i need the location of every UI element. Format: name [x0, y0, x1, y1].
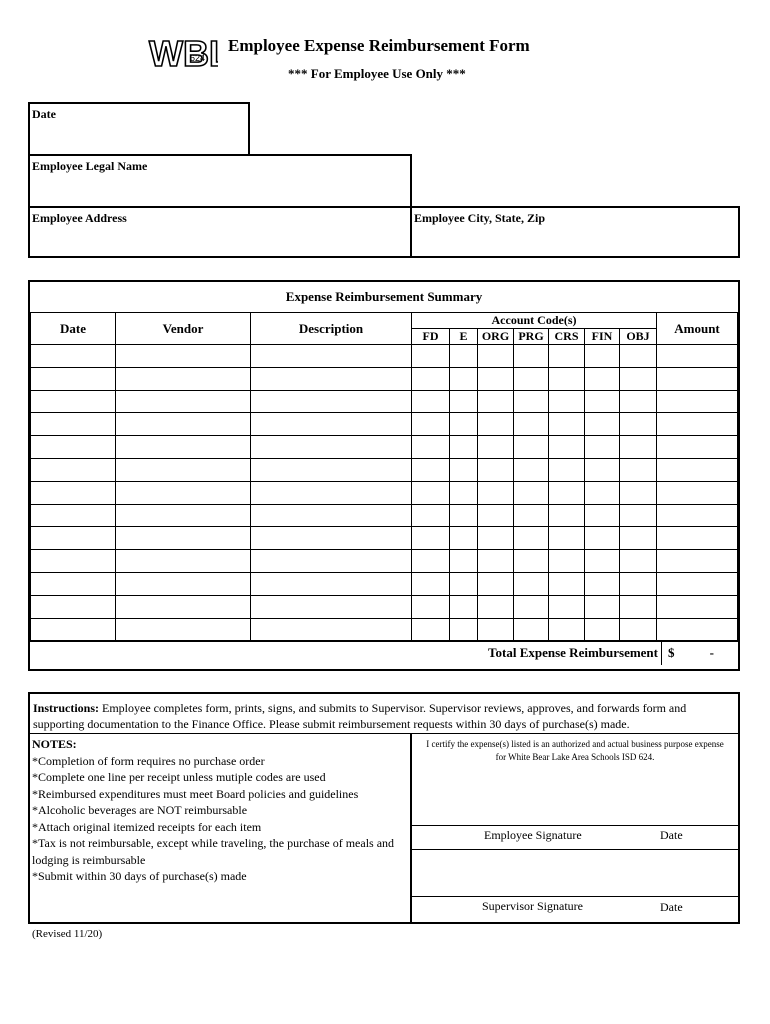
- employee-city-field[interactable]: [410, 206, 740, 258]
- expense-row: [31, 390, 738, 413]
- e-cell[interactable]: [450, 618, 478, 641]
- note-item: *Completion of form requires no purchase order: [32, 753, 265, 768]
- col-date: Date: [31, 313, 116, 345]
- obj-cell[interactable]: [620, 618, 657, 641]
- code-col-fd: FD: [412, 329, 450, 345]
- amount-cell[interactable]: [657, 367, 738, 390]
- crs-cell[interactable]: [549, 572, 585, 595]
- prg-cell[interactable]: [514, 618, 549, 641]
- obj-cell[interactable]: [620, 595, 657, 618]
- fin-cell[interactable]: [585, 481, 620, 504]
- expense-row: [31, 436, 738, 459]
- district-logo: [148, 30, 218, 78]
- vendor-cell[interactable]: [116, 390, 251, 413]
- vendor-cell[interactable]: [116, 458, 251, 481]
- description-cell[interactable]: [251, 390, 412, 413]
- org-cell[interactable]: [478, 458, 514, 481]
- e-cell[interactable]: [450, 458, 478, 481]
- e-cell[interactable]: [450, 595, 478, 618]
- org-cell[interactable]: [478, 481, 514, 504]
- employee-signature-date-label: Date: [660, 828, 683, 842]
- obj-cell[interactable]: [620, 527, 657, 550]
- e-cell[interactable]: [450, 504, 478, 527]
- revision-note: (Revised 11/20): [32, 928, 103, 940]
- fd-cell[interactable]: [412, 550, 450, 573]
- supervisor-signature-label: Supervisor Signature: [482, 899, 583, 913]
- description-cell[interactable]: [251, 595, 412, 618]
- e-cell[interactable]: [450, 367, 478, 390]
- employee-name-label: Employee Legal Name: [32, 159, 148, 173]
- date-cell[interactable]: [31, 550, 116, 573]
- expense-summary: [28, 280, 740, 671]
- description-cell[interactable]: [251, 458, 412, 481]
- org-cell[interactable]: [478, 345, 514, 368]
- code-col-crs: CRS: [549, 329, 585, 345]
- total-label: Total Expense Reimbursement: [30, 642, 662, 665]
- fin-cell[interactable]: [585, 345, 620, 368]
- fin-cell[interactable]: [585, 527, 620, 550]
- org-cell[interactable]: [478, 527, 514, 550]
- amount-cell[interactable]: [657, 458, 738, 481]
- amount-cell[interactable]: [657, 345, 738, 368]
- fd-cell[interactable]: [412, 413, 450, 436]
- prg-cell[interactable]: [514, 436, 549, 459]
- fd-cell[interactable]: [412, 458, 450, 481]
- date-cell[interactable]: [31, 367, 116, 390]
- e-cell[interactable]: [450, 481, 478, 504]
- code-col-fin: FIN: [585, 329, 620, 345]
- org-cell[interactable]: [478, 436, 514, 459]
- fin-cell[interactable]: [585, 572, 620, 595]
- org-cell[interactable]: [478, 367, 514, 390]
- summary-title: Expense Reimbursement Summary: [285, 289, 483, 304]
- prg-cell[interactable]: [514, 550, 549, 573]
- note-item: *Attach original itemized receipts for each item: [32, 819, 262, 834]
- prg-cell[interactable]: [514, 572, 549, 595]
- vendor-cell[interactable]: [116, 436, 251, 459]
- e-cell[interactable]: [450, 436, 478, 459]
- date-cell[interactable]: [31, 504, 116, 527]
- col-vendor: Vendor: [116, 313, 251, 345]
- instructions-lead: Instructions:: [33, 701, 100, 715]
- fin-cell[interactable]: [585, 390, 620, 413]
- expense-row: [31, 458, 738, 481]
- code-col-obj: OBJ: [620, 329, 657, 345]
- fd-cell[interactable]: [412, 618, 450, 641]
- supervisor-signature-field[interactable]: [412, 849, 738, 897]
- e-cell[interactable]: [450, 390, 478, 413]
- crs-cell[interactable]: [549, 345, 585, 368]
- expense-row: [31, 413, 738, 436]
- amount-cell[interactable]: [657, 390, 738, 413]
- note-item: *Submit within 30 days of purchase(s) made: [32, 869, 247, 883]
- fd-cell[interactable]: [412, 436, 450, 459]
- amount-cell[interactable]: [657, 550, 738, 573]
- expense-row: [31, 618, 738, 641]
- prg-cell[interactable]: [514, 345, 549, 368]
- amount-cell[interactable]: [657, 595, 738, 618]
- description-cell[interactable]: [251, 367, 412, 390]
- obj-cell[interactable]: [620, 413, 657, 436]
- employee-name-field[interactable]: [28, 154, 412, 208]
- description-cell[interactable]: [251, 618, 412, 641]
- logo-number: 624: [190, 53, 206, 63]
- amount-cell[interactable]: [657, 481, 738, 504]
- fin-cell[interactable]: [585, 436, 620, 459]
- date-cell[interactable]: [31, 390, 116, 413]
- crs-cell[interactable]: [549, 458, 585, 481]
- supervisor-signature-line[interactable]: [412, 897, 738, 921]
- description-cell[interactable]: [251, 550, 412, 573]
- expense-row: [31, 481, 738, 504]
- org-cell[interactable]: [478, 550, 514, 573]
- fd-cell[interactable]: [412, 527, 450, 550]
- col-account-codes: Account Code(s): [412, 313, 657, 329]
- fin-cell[interactable]: [585, 367, 620, 390]
- fin-cell[interactable]: [585, 618, 620, 641]
- obj-cell[interactable]: [620, 345, 657, 368]
- code-col-org: ORG: [478, 329, 514, 345]
- fin-cell[interactable]: [585, 458, 620, 481]
- obj-cell[interactable]: [620, 390, 657, 413]
- prg-cell[interactable]: [514, 595, 549, 618]
- expense-row: [31, 345, 738, 368]
- total-currency: $: [668, 645, 675, 661]
- vendor-cell[interactable]: [116, 550, 251, 573]
- code-col-prg: PRG: [514, 329, 549, 345]
- logo-letters: WB: [149, 33, 209, 74]
- prg-cell[interactable]: [514, 458, 549, 481]
- description-cell[interactable]: [251, 345, 412, 368]
- total-row: [30, 641, 738, 665]
- col-description: Description: [251, 313, 412, 345]
- amount-cell[interactable]: [657, 618, 738, 641]
- amount-cell[interactable]: [657, 572, 738, 595]
- prg-cell[interactable]: [514, 481, 549, 504]
- org-cell[interactable]: [478, 390, 514, 413]
- description-cell[interactable]: [251, 413, 412, 436]
- fd-cell[interactable]: [412, 504, 450, 527]
- description-cell[interactable]: [251, 572, 412, 595]
- description-cell[interactable]: [251, 527, 412, 550]
- description-cell[interactable]: [251, 481, 412, 504]
- fin-cell[interactable]: [585, 595, 620, 618]
- amount-cell[interactable]: [657, 436, 738, 459]
- fd-cell[interactable]: [412, 390, 450, 413]
- expense-row: [31, 527, 738, 550]
- vendor-cell[interactable]: [116, 413, 251, 436]
- vendor-cell[interactable]: [116, 595, 251, 618]
- note-item: *Reimbursed expenditures must meet Board policies and guidelines: [32, 786, 359, 801]
- expense-row: [31, 572, 738, 595]
- vendor-cell[interactable]: [116, 345, 251, 368]
- form-title: Employee Expense Reimbursement Form: [228, 36, 530, 55]
- vendor-cell[interactable]: [116, 618, 251, 641]
- fd-cell[interactable]: [412, 595, 450, 618]
- fd-cell[interactable]: [412, 481, 450, 504]
- notes: [30, 733, 410, 922]
- crs-cell[interactable]: [549, 481, 585, 504]
- amount-cell[interactable]: [657, 504, 738, 527]
- prg-cell[interactable]: [514, 390, 549, 413]
- vendor-cell[interactable]: [116, 572, 251, 595]
- instructions-text: Employee completes form, prints, signs, and submits to Supervisor. Supervisor reviews, approves, and forwards form and supporting documentation to the Finance Office. Please submit reimbursement requests within 30 days of purchase(s) made.: [33, 701, 687, 731]
- supervisor-signature-date-label: Date: [660, 900, 683, 914]
- date-cell[interactable]: [31, 618, 116, 641]
- expense-row: [31, 367, 738, 390]
- e-cell[interactable]: [450, 550, 478, 573]
- description-cell[interactable]: [251, 436, 412, 459]
- fd-cell[interactable]: [412, 572, 450, 595]
- prg-cell[interactable]: [514, 527, 549, 550]
- e-cell[interactable]: [450, 527, 478, 550]
- date-label: Date: [32, 107, 56, 121]
- date-cell[interactable]: [31, 481, 116, 504]
- crs-cell[interactable]: [549, 618, 585, 641]
- note-item: *Tax is not reimbursable, except while traveling, the purchase of meals and lodging is reimbursable: [32, 836, 395, 867]
- expense-row: [31, 550, 738, 573]
- certification: [410, 733, 738, 922]
- date-cell[interactable]: [31, 436, 116, 459]
- date-cell[interactable]: [31, 572, 116, 595]
- note-item: *Alcoholic beverages are NOT reimbursable: [32, 803, 248, 817]
- prg-cell[interactable]: [514, 504, 549, 527]
- org-cell[interactable]: [478, 618, 514, 641]
- obj-cell[interactable]: [620, 504, 657, 527]
- crs-cell[interactable]: [549, 527, 585, 550]
- org-cell[interactable]: [478, 413, 514, 436]
- date-field[interactable]: [28, 102, 250, 156]
- crs-cell[interactable]: [549, 390, 585, 413]
- obj-cell[interactable]: [620, 436, 657, 459]
- org-cell[interactable]: [478, 572, 514, 595]
- date-cell[interactable]: [31, 595, 116, 618]
- fin-cell[interactable]: [585, 413, 620, 436]
- crs-cell[interactable]: [549, 367, 585, 390]
- e-cell[interactable]: [450, 345, 478, 368]
- obj-cell[interactable]: [620, 572, 657, 595]
- crs-cell[interactable]: [549, 550, 585, 573]
- prg-cell[interactable]: [514, 413, 549, 436]
- col-amount: Amount: [657, 313, 738, 345]
- total-value: -: [709, 645, 714, 661]
- obj-cell[interactable]: [620, 481, 657, 504]
- prg-cell[interactable]: [514, 367, 549, 390]
- employee-city-label: Employee City, State, Zip: [414, 211, 545, 225]
- expense-row: [31, 504, 738, 527]
- instructions: [30, 694, 738, 733]
- vendor-cell[interactable]: [116, 367, 251, 390]
- date-cell[interactable]: [31, 345, 116, 368]
- org-cell[interactable]: [478, 595, 514, 618]
- fd-cell[interactable]: [412, 367, 450, 390]
- date-cell[interactable]: [31, 527, 116, 550]
- code-col-e: E: [450, 329, 478, 345]
- total-amount: [662, 642, 738, 665]
- e-cell[interactable]: [450, 572, 478, 595]
- description-cell[interactable]: [251, 504, 412, 527]
- fd-cell[interactable]: [412, 345, 450, 368]
- crs-cell[interactable]: [549, 504, 585, 527]
- form-subtitle: *** For Employee Use Only ***: [288, 66, 466, 81]
- amount-cell[interactable]: [657, 527, 738, 550]
- crs-cell[interactable]: [549, 595, 585, 618]
- e-cell[interactable]: [450, 413, 478, 436]
- date-cell[interactable]: [31, 413, 116, 436]
- expense-row: [31, 595, 738, 618]
- crs-cell[interactable]: [549, 436, 585, 459]
- employee-address-label: Employee Address: [32, 211, 127, 225]
- vendor-cell[interactable]: [116, 504, 251, 527]
- obj-cell[interactable]: [620, 367, 657, 390]
- note-item: *Complete one line per receipt unless mutiple codes are used: [32, 770, 326, 784]
- employee-signature-label: Employee Signature: [484, 828, 582, 842]
- date-cell[interactable]: [31, 458, 116, 481]
- fin-cell[interactable]: [585, 550, 620, 573]
- employee-address-field[interactable]: [28, 206, 412, 258]
- instructions-section: [28, 692, 740, 924]
- fin-cell[interactable]: [585, 504, 620, 527]
- employee-signature-line[interactable]: [412, 826, 738, 849]
- obj-cell[interactable]: [620, 550, 657, 573]
- expense-table: [30, 312, 738, 641]
- notes-heading: NOTES:: [32, 737, 77, 751]
- obj-cell[interactable]: [620, 458, 657, 481]
- certification-text: I certify the expense(s) listed is an authorized and actual business purpose expense for White Bear Lake Area Schools ISD 624.: [412, 734, 738, 826]
- org-cell[interactable]: [478, 504, 514, 527]
- crs-cell[interactable]: [549, 413, 585, 436]
- vendor-cell[interactable]: [116, 527, 251, 550]
- vendor-cell[interactable]: [116, 481, 251, 504]
- amount-cell[interactable]: [657, 413, 738, 436]
